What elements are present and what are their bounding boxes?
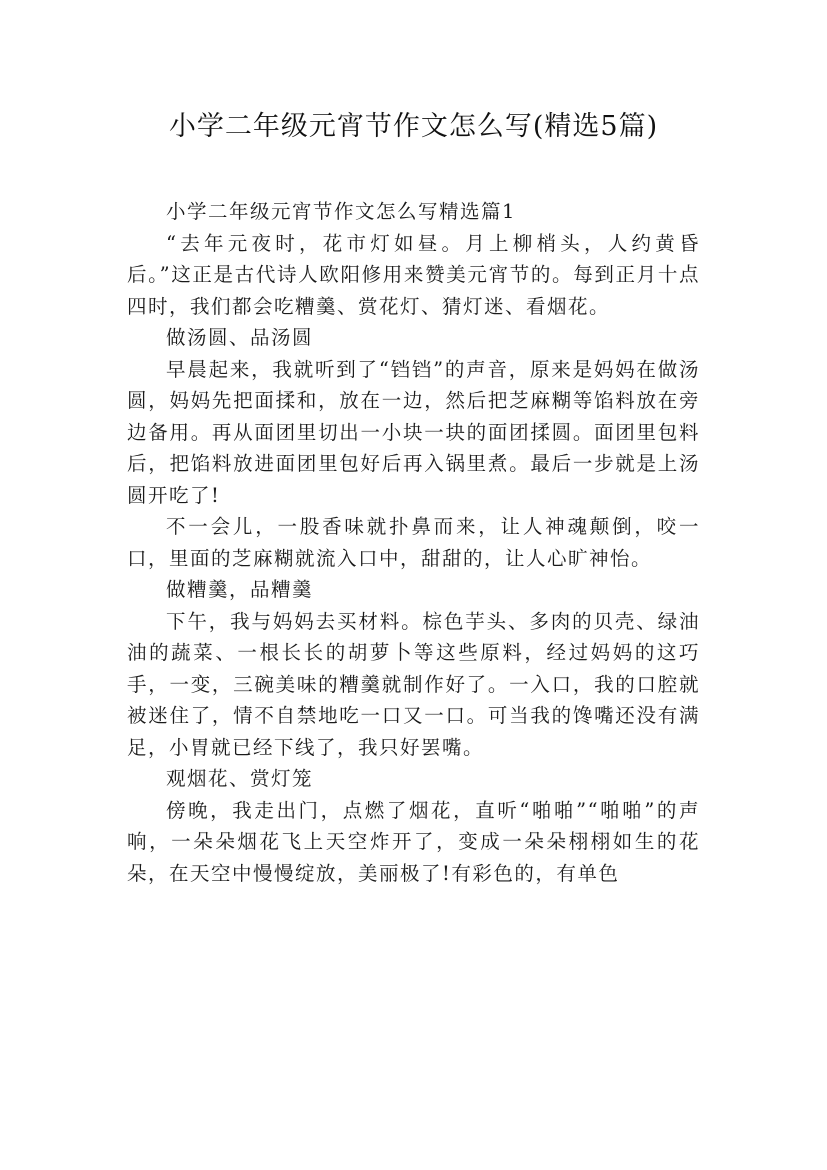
body-paragraph: 下午，我与妈妈去买材料。棕色芋头、多肉的贝壳、绿油油的蔬菜、一根长长的胡萝卜等这些原料，经过妈妈的这巧手，一变，三碗美味的糟羹就制作好了。一入口，我的口腔就被迷住了，情不自禁地吃一口又一口。可当我的馋嘴还没有满足，小胃就已经下线了，我只好罢嘴。	[127, 609, 700, 759]
body-paragraph: 不一会儿，一股香味就扑鼻而来，让人神魂颠倒，咬一口，里面的芝麻糊就流入口中，甜甜的，让人心旷神怡。	[127, 515, 700, 570]
body-paragraph: “去年元夜时，花市灯如昼。月上柳梢头，人约黄昏后。”这正是古代诗人欧阳修用来赞美元宵节的。每到正月十点四时，我们都会吃糟羹、赏花灯、猜灯迷、看烟花。	[127, 231, 700, 318]
document-title: 小学二年级元宵节作文怎么写(精选5篇)	[168, 111, 659, 142]
subheading: 做糟羹，品糟羹	[166, 578, 314, 601]
document-body	[127, 196, 700, 889]
subheading: 做汤圆、品汤圆	[166, 326, 314, 349]
subheading: 观烟花、赏灯笼	[166, 767, 314, 790]
body-paragraph: 傍晚，我走出门，点燃了烟花，直听“啪啪”“啪啪”的声响，一朵朵烟花飞上天空炸开了，变成一朵朵栩栩如生的花朵，在天空中慢慢绽放，美丽极了!有彩色的，有单色	[127, 798, 700, 885]
section-heading: 小学二年级元宵节作文怎么写精选篇1	[166, 200, 516, 223]
body-paragraph: 早晨起来，我就听到了“铛铛”的声音，原来是妈妈在做汤圆，妈妈先把面揉和，放在一边，然后把芝麻糊等馅料放在旁边备用。再从面团里切出一小块一块的面团揉圆。面团里包料后，把馅料放进面团里包好后再入锅里煮。最后一步就是上汤圆开吃了!	[127, 357, 700, 507]
